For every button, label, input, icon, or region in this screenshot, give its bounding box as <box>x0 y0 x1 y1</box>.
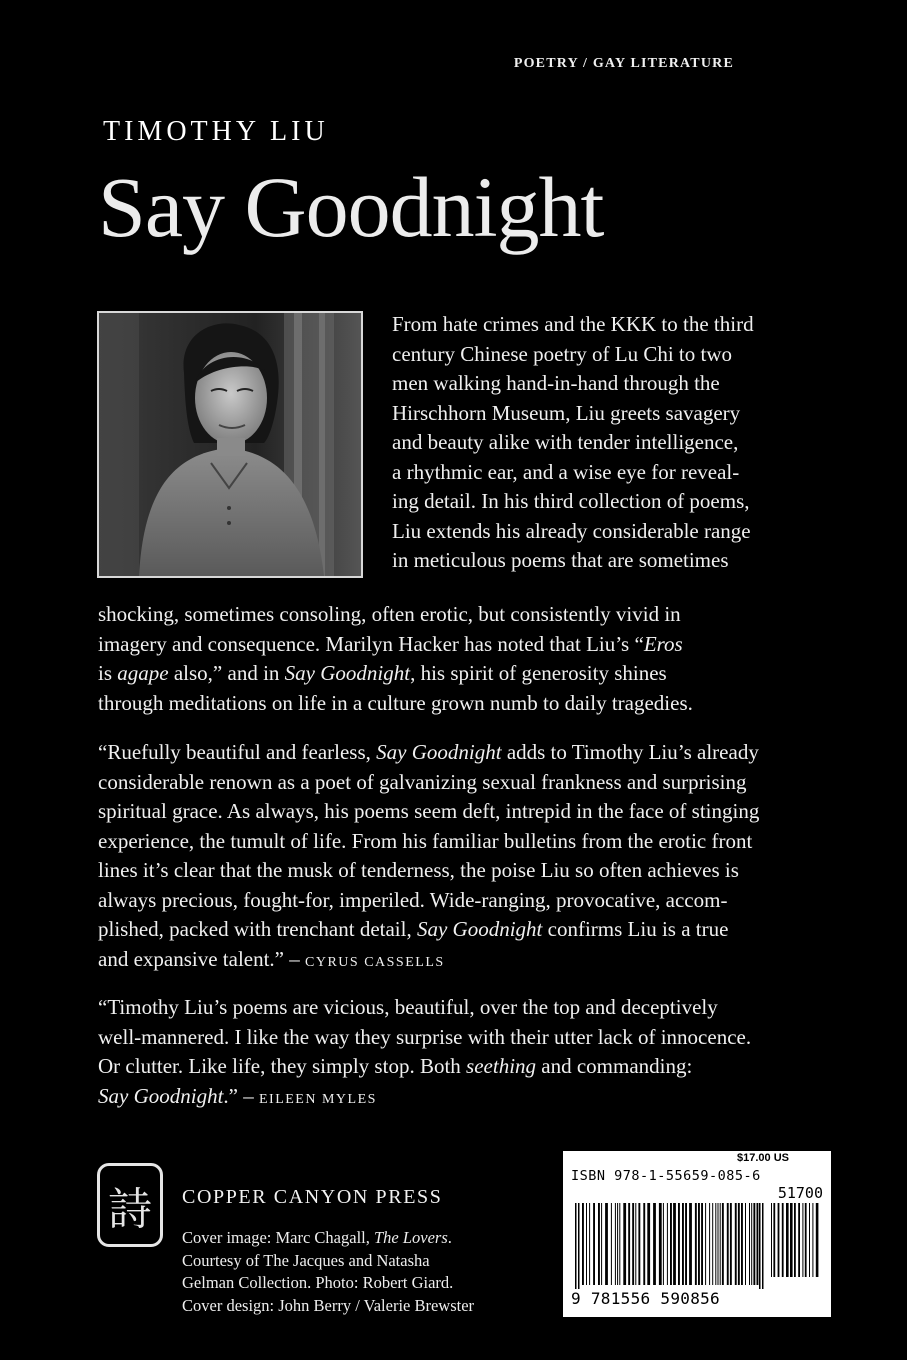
italic-fragment: agape <box>117 661 169 685</box>
text-fragment: . <box>447 1228 452 1247</box>
text-fragment: .” – <box>223 1083 259 1108</box>
barcode-bar <box>712 1203 713 1285</box>
quote-attribution: EILEEN MYLES <box>258 1091 377 1107</box>
barcode-bars <box>571 1203 823 1289</box>
barcode-bar <box>730 1203 732 1285</box>
quote-line <box>98 738 818 768</box>
barcode-bar <box>705 1203 706 1285</box>
description-line: in meticulous poems that are sometimes <box>392 548 729 572</box>
barcode-bar <box>673 1203 676 1285</box>
barcode-bar <box>715 1203 716 1285</box>
barcode-bar <box>605 1203 608 1285</box>
ean-digits: 9 781556 590856 <box>571 1289 720 1308</box>
publisher-logo <box>97 1163 163 1247</box>
text-fragment: Or clutter. Like life, they simply stop. Both <box>98 1054 467 1078</box>
description-line: century Chinese poetry of Lu Chi to two <box>392 341 733 366</box>
publisher-logo-glyph: 詩 <box>108 1184 152 1235</box>
price-label: $17.00 US <box>737 1152 789 1164</box>
barcode-bar <box>798 1203 800 1277</box>
barcode-bar <box>663 1203 664 1285</box>
barcode-bar <box>638 1203 640 1285</box>
quote-line <box>98 915 818 945</box>
barcode-bar <box>695 1203 697 1285</box>
barcode-bar <box>670 1203 672 1285</box>
text-fragment: plished, packed with trenchant detail, <box>98 917 417 941</box>
price-addon-number: 51700 <box>777 1184 823 1202</box>
description-line: through meditations on life in a culture grown numb to daily tragedies. <box>98 690 693 715</box>
barcode-bar <box>741 1203 743 1285</box>
italic-fragment: seething <box>466 1054 537 1078</box>
barcode-bar <box>647 1203 650 1285</box>
quote-line <box>98 1082 818 1115</box>
barcode-bar <box>701 1203 703 1285</box>
text-fragment: Cover image: Marc Chagall, <box>182 1228 374 1247</box>
quote-line: lines it’s clear that the musk of tenderness, the poise Liu so often achieves is <box>98 858 739 882</box>
italic-title-fragment: Say Goodnight <box>416 917 543 941</box>
description-side-block <box>392 310 822 576</box>
barcode-bar <box>720 1203 721 1285</box>
barcode-bar <box>619 1203 620 1285</box>
credit-line: Cover design: John Berry / Valerie Brewster <box>182 1295 475 1315</box>
description-line: and beauty alike with tender intelligence, <box>392 430 739 454</box>
barcode-bar <box>805 1203 807 1277</box>
blurb-quote-myles <box>98 993 818 1114</box>
barcode-bar <box>802 1203 803 1277</box>
credit-line <box>182 1227 474 1250</box>
description-full-block <box>98 600 818 718</box>
italic-title-fragment: Say Goodnight <box>98 1083 224 1108</box>
description-line: a rhythmic ear, and a wise eye for reveal- <box>392 459 740 484</box>
text-fragment: and expansive talent.” – <box>98 946 306 971</box>
description-line: ing detail. In his third collection of poems, <box>392 489 750 513</box>
description-line: From hate crimes and the KKK to the third <box>392 312 754 336</box>
description-line: shocking, sometimes consoling, often erotic, but consistently vivid in <box>98 602 681 626</box>
text-fragment: , his spirit of generosity shines <box>410 661 667 685</box>
description-line: Liu extends his already considerable range <box>392 518 751 543</box>
italic-title-fragment: Say Goodnight <box>376 740 502 764</box>
quote-line: spiritual grace. As always, his poems seem deft, intrepid in the face of stinging <box>98 799 760 823</box>
barcode-bar <box>682 1203 684 1285</box>
barcode-bar <box>749 1203 750 1285</box>
author-photo <box>97 311 363 578</box>
category-label: POETRY / GAY LITERATURE <box>513 56 734 71</box>
barcode-bar <box>589 1203 590 1285</box>
barcode-bar <box>745 1203 746 1285</box>
quote-line <box>98 945 818 978</box>
isbn-label: ISBN 978-1-55659-085-6 <box>571 1168 761 1184</box>
description-line <box>98 659 818 689</box>
barcode-bar <box>757 1203 759 1285</box>
barcode-bar <box>718 1203 719 1285</box>
barcode-bar <box>722 1203 724 1285</box>
cover-credits <box>182 1227 474 1317</box>
quote-line: experience, the tumult of life. From his familiar bulletins from the erotic front <box>98 828 753 853</box>
description-line: Hirschhorn Museum, Liu greets savagery <box>392 400 741 425</box>
book-title: Say Goodnight <box>98 159 604 255</box>
barcode-bar <box>685 1203 687 1285</box>
quote-line: always precious, fought-for, imperiled. Wide-ranging, provocative, accom- <box>98 887 728 912</box>
credit-line: Gelman Collection. Photo: Robert Giard. <box>182 1273 454 1292</box>
barcode-bar <box>632 1203 634 1285</box>
barcode-bar <box>598 1203 600 1285</box>
barcode-bar <box>635 1203 636 1285</box>
barcode-bar <box>578 1203 580 1289</box>
text-fragment: also,” and in <box>168 661 285 685</box>
blurb-quote-cassells <box>98 738 818 977</box>
description-line: men walking hand-in-hand through the <box>392 371 720 395</box>
barcode-bar <box>786 1203 789 1277</box>
barcode-bar <box>586 1203 587 1285</box>
quote-line <box>98 1052 818 1082</box>
credit-line: Courtesy of The Jacques and Natasha <box>182 1250 430 1270</box>
barcode-bar <box>678 1203 680 1285</box>
barcode-bar <box>623 1203 626 1285</box>
barcode-bar <box>751 1203 752 1285</box>
barcode-bar <box>653 1203 656 1285</box>
text-fragment: imagery and consequence. Marilyn Hacker has noted that Liu’s “ <box>98 631 644 656</box>
barcode-bar <box>753 1203 755 1285</box>
barcode-bar <box>709 1203 710 1285</box>
barcode-panel <box>563 1151 831 1317</box>
author-name: TIMOTHY LIU <box>103 116 329 147</box>
barcode-bar <box>771 1203 772 1277</box>
publisher-name: COPPER CANYON PRESS <box>182 1186 443 1208</box>
text-fragment: and commanding: <box>536 1054 693 1078</box>
barcode-bar <box>659 1203 662 1285</box>
barcode-bar <box>643 1203 645 1285</box>
barcode-bar <box>582 1203 584 1285</box>
author-portrait-image <box>99 313 361 576</box>
text-fragment: adds to Timothy Liu’s already <box>501 740 759 764</box>
italic-title-fragment: Say Goodnight <box>284 661 411 685</box>
barcode-bar <box>738 1203 740 1285</box>
text-fragment: is <box>98 661 118 685</box>
barcode-bar <box>794 1203 796 1277</box>
barcode-bar <box>611 1203 612 1285</box>
quote-line: well-mannered. I like the way they surprise with their utter lack of innocence. <box>98 1024 752 1049</box>
quote-line: considerable renown as a poet of galvanizing sexual frankness and surprising <box>98 769 747 794</box>
barcode-bar <box>727 1203 729 1285</box>
text-fragment: confirms Liu is a true <box>542 917 729 941</box>
barcode-bar <box>782 1203 784 1277</box>
text-fragment: “Ruefully beautiful and fearless, <box>98 740 377 764</box>
barcode-bar <box>759 1203 761 1289</box>
italic-fragment: The Lovers <box>373 1228 448 1247</box>
barcode-bar <box>778 1203 780 1277</box>
barcode-bar <box>593 1203 595 1285</box>
barcode-bar <box>735 1203 737 1285</box>
barcode-bar <box>615 1203 616 1285</box>
italic-fragment: Eros <box>643 631 683 656</box>
barcode-bar <box>575 1203 577 1289</box>
barcode-bar <box>601 1203 602 1285</box>
barcode-bar <box>667 1203 668 1285</box>
barcode-bar <box>689 1203 692 1285</box>
barcode-bar <box>617 1203 618 1285</box>
barcode-bar <box>812 1203 813 1277</box>
barcode-bar <box>698 1203 700 1285</box>
description-line <box>98 630 818 660</box>
barcode-bar <box>628 1203 630 1285</box>
barcode-bar <box>773 1203 775 1277</box>
barcode-bar <box>809 1203 810 1277</box>
quote-attribution: CYRUS CASSELLS <box>305 954 445 970</box>
barcode-bar <box>790 1203 793 1277</box>
quote-line: “Timothy Liu’s poems are vicious, beautiful, over the top and deceptively <box>98 995 718 1019</box>
barcode-bar <box>762 1203 764 1289</box>
barcode-bar <box>816 1203 819 1277</box>
